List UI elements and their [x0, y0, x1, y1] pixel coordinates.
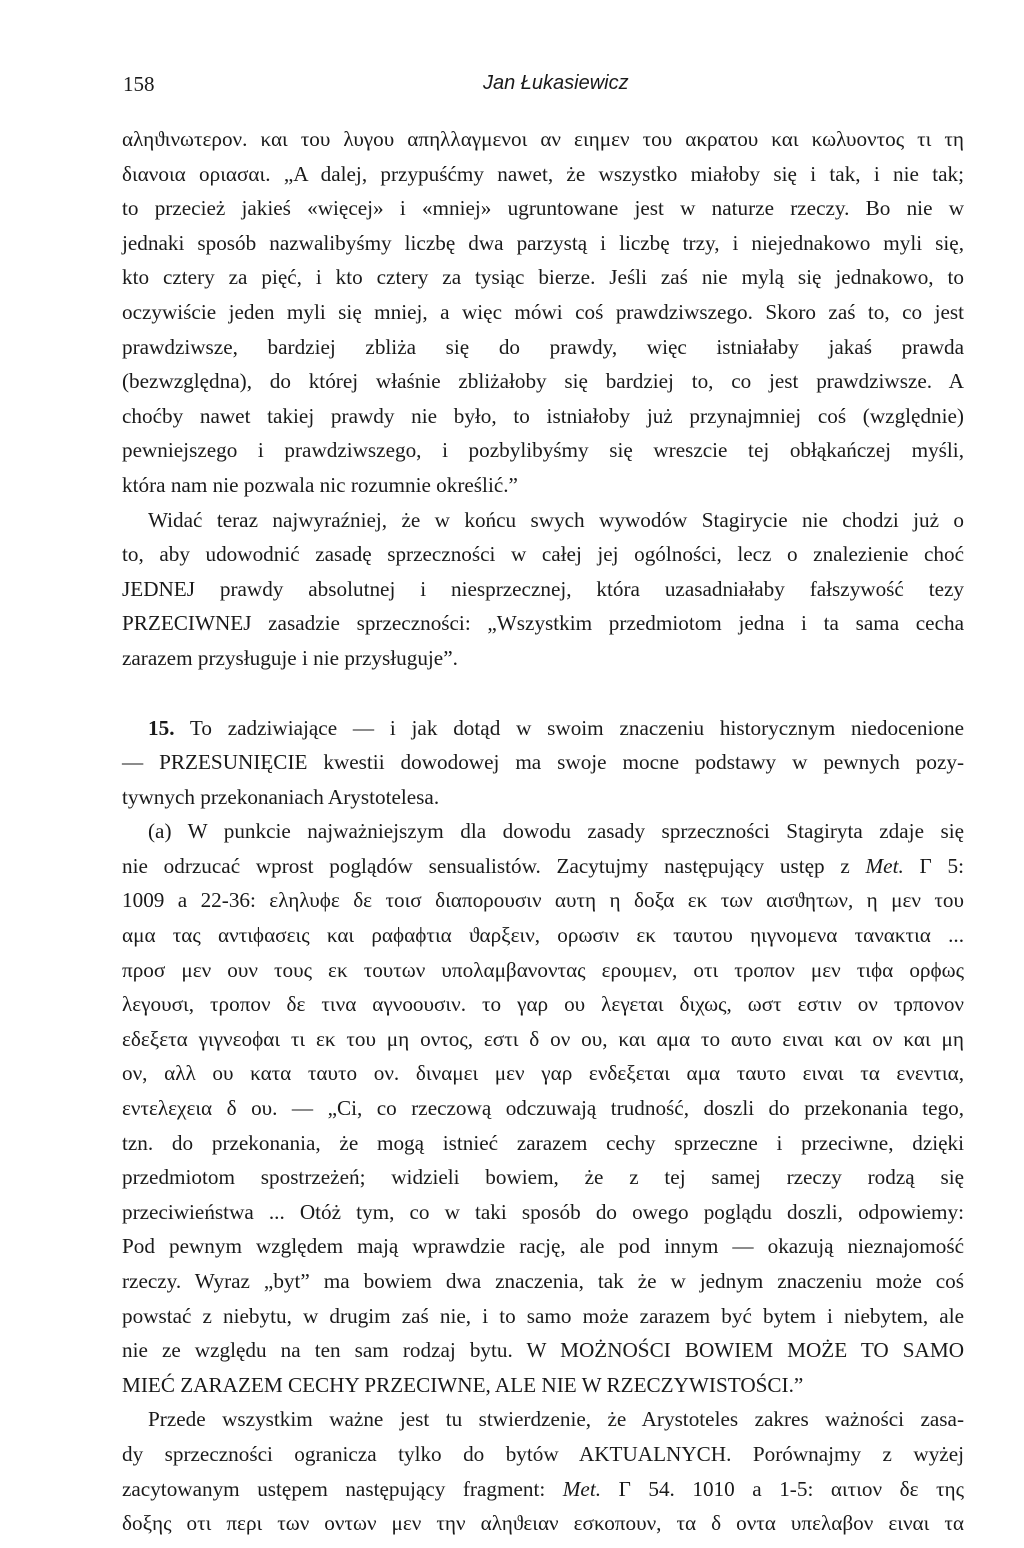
paragraph-point-a	[122, 814, 964, 1402]
text-line: προσ μεν ουν τους εκ τουτων υπολαμβανοντας ερουμεν, οτι τροπον μεν τιϕα ορϕως	[122, 957, 964, 982]
text-line: εντελεχεια δ ου. — „Ci, co rzeczową odczuwają trudność, doszli do przekonania tego,	[122, 1096, 964, 1121]
text-line: dy sprzeczności ogranicza tylko do bytów AKTUALNYCH. Porównajmy z wyżej	[122, 1441, 964, 1466]
text-line: kto cztery za pięć, i kto cztery za tysiąc bierze. Jeśli zaś nie mylą się jednakowo, to	[122, 265, 964, 290]
section-first-line: To zadziwiające — i jak dotąd w swoim znaczeniu historycznym niedocenione	[189, 715, 964, 740]
text-line: Widać teraz najwyraźniej, że w końcu swych wywodów Stagirycie nie chodzi już o	[148, 507, 964, 532]
text-line: εδεξετα γιγνεοϕαι τι εκ του μη οντος, εστι δ ον ου, και αμα το αυτο ειναι και ον και μη	[122, 1026, 964, 1051]
text-line: pewniejszego i prawdziwszego, i pozbylibyśmy się wreszcie tej obłąkańczej myśli,	[122, 438, 964, 463]
page-header	[123, 72, 963, 102]
text-line: tywnych przekonaniach Arystotelesa.	[122, 784, 440, 809]
text-line: zacytowanym ustępem następujący fragment: Met. Γ 54. 1010 a 1-5: αιτιον δε της	[122, 1476, 964, 1501]
text-line: oczywiście jeden myli się mniej, a więc mówi coś prawdziwszego. Skoro zaś to, co jest	[122, 299, 964, 324]
text-line: która nam nie pozwala nic rozumnie określić.”	[122, 472, 518, 497]
text-line: (bezwzględna), do której właśnie zbliżałoby się bardziej to, co jest prawdziwsze. A	[122, 369, 964, 394]
paragraph-section-15	[122, 711, 964, 815]
text-line: Przede wszystkim ważne jest tu stwierdzenie, że Arystoteles zakres ważności zasa-	[148, 1407, 964, 1432]
text-line: prawdziwsze, bardziej zbliża się do prawdy, więc istniałaby jakaś prawda	[122, 334, 964, 359]
text-line: przeciwieństwa ... Otóż tym, co w taki sposób do owego poglądu doszli, odpowiemy:	[122, 1199, 964, 1224]
text-line: MIEĆ ZARAZEM CECHY PRZECIWNE, ALE NIE W RZECZYWISTOŚCI.”	[122, 1372, 804, 1397]
text-line: (a) W punkcie najważniejszym dla dowodu zasady sprzeczności Stagiryta zdaje się	[148, 819, 964, 844]
text-line: tzn. do przekonania, że mogą istnieć zarazem cechy sprzeczne i przeciwne, dzięki	[122, 1130, 964, 1155]
text-line: jednaki sposób nazwalibyśmy liczbę dwa parzystą i liczbę trzy, i niejednakowo myli się,	[122, 230, 964, 255]
text-line	[122, 711, 964, 746]
text-line: choćby nawet takiej prawdy nie było, to istniałoby już przynajmniej coś (względnie)	[122, 403, 964, 428]
text-line: PRZECIWNEJ zasadzie sprzeczności: „Wszystkim przedmiotom jedna i ta sama cecha	[122, 611, 964, 636]
paragraph-quote-continued	[122, 122, 964, 503]
page-number: 158	[123, 72, 155, 96]
text-line: powstać z niebytu, w drugim zaś nie, i to samo może zarazem być bytem i niebytem, ale	[122, 1303, 964, 1328]
text-line: to przecież jakieś «więcej» i «mniej» ugruntowane jest w naturze rzeczy. Bo nie w	[122, 196, 964, 221]
paragraph-conclusion	[122, 503, 964, 676]
section-gap	[122, 676, 964, 711]
text-line: αμα τας αντιϕασεις και ραϕαϕτια ϑαρξειν, ορωσιν εκ ταυτου ηιγνομενα τανακτια ...	[122, 923, 964, 948]
text-line: rzeczy. Wyraz „byt” ma bowiem dwa znaczenia, tak że w jednym znaczeniu może coś	[122, 1269, 964, 1293]
text-line: δοξης οτι περι των οντων μεν την αληϑειαν εσκοπουν, τα δ οντα υπελαβον ειναι τα	[122, 1511, 964, 1536]
text-line: αληϑινωτερον. και του λυγου απηλλαγμενοι αν ειημεν του ακρατου και κωλυοντος τι τη	[122, 127, 964, 151]
text-line: nie ze względu na ten sam rodzaj bytu. W MOŻNOŚCI BOWIEM MOŻE TO SAMO	[122, 1338, 964, 1363]
text-line: λεγουσι, τροπον δε τινα αγνοουσιν. το γαρ ου λεγεται διχως, ωστ εστιν ον τρπονον	[122, 992, 964, 1017]
text-line: zarazem przysługuje i nie przysługuje”.	[122, 645, 458, 670]
body-text	[122, 122, 964, 1541]
text-line: 1009 a 22-36: εληλυϕε δε τοισ διαπορουσιν αυτη η δοξα εκ των αισϑητων, η μεν του	[122, 888, 964, 913]
text-line: — PRZESUNIĘCIE kwestii dowodowej ma swoje mocne podstawy w pewnych pozy-	[122, 750, 964, 775]
text-line: to, aby udowodnić zasadę sprzeczności w całej jej ogólności, lecz o znalezienie choć	[122, 542, 964, 567]
text-line: διανοια οριασαι. „A dalej, przypuśćmy nawet, że wszystko miałoby się i tak, i nie tak;	[122, 161, 964, 186]
running-title: Jan Łukasiewicz	[483, 72, 629, 94]
text-line: przedmiotom spostrzeżeń; widzieli bowiem, że z tej samej rzeczy rodzą się	[122, 1165, 964, 1190]
text-line: ον, αλλ ου κατα ταυτο ον. διναμει μεν γαρ ενδεξεται αμα ταυτο ειναι τα ενεντια,	[122, 1061, 964, 1086]
paragraph-actual-beings	[122, 1402, 964, 1540]
text-line: JEDNEJ prawdy absolutnej i niesprzecznej, która uzasadniałaby fałszywość tezy	[122, 576, 964, 601]
text-line: nie odrzucać wprost poglądów sensualistów. Zacytujmy następujący ustęp z Met. Γ 5:	[122, 853, 965, 878]
text-line: Pod pewnym względem mają wprawdzie rację, ale pod innym — okazują nieznajomość	[122, 1234, 964, 1259]
section-number: 15.	[148, 715, 175, 740]
